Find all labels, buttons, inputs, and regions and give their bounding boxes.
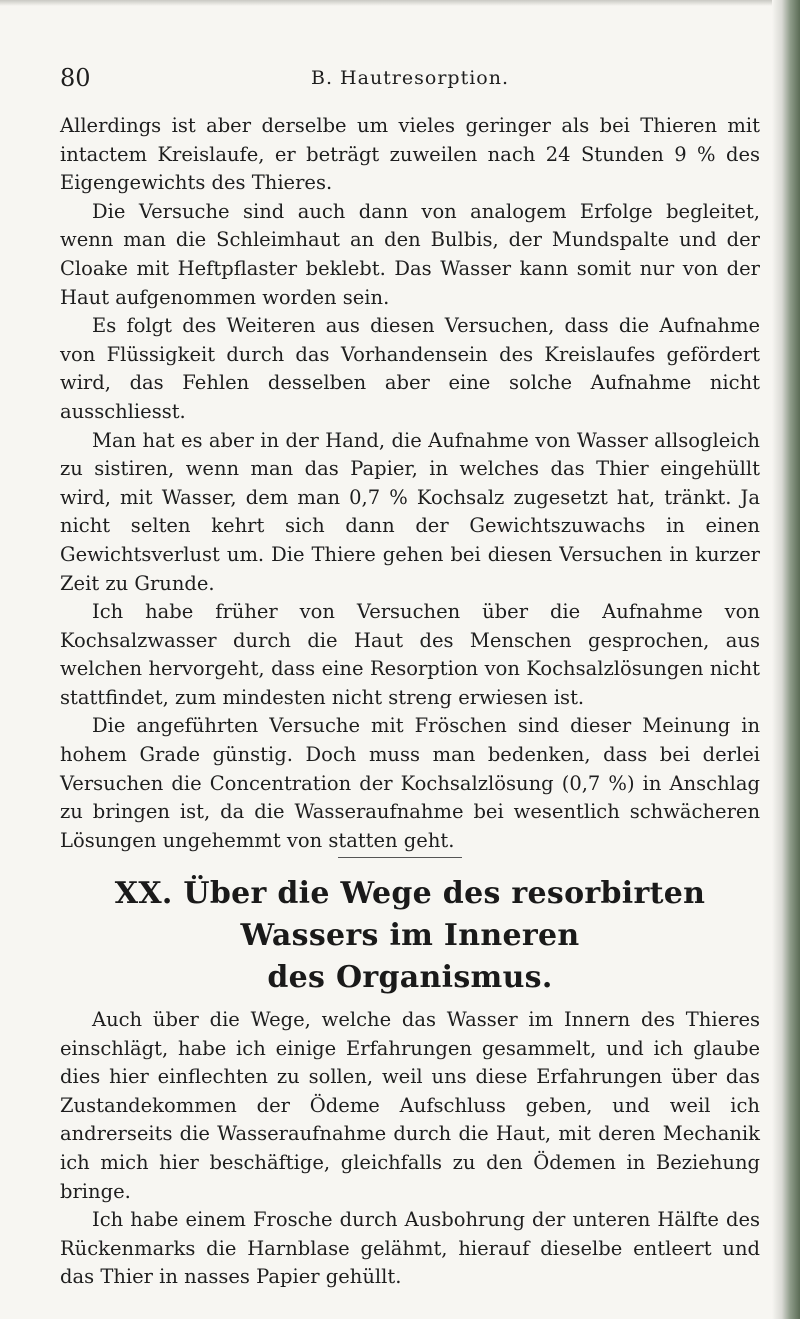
section-heading-line-1: XX. Über die Wege des resorbirten Wassers im Inneren bbox=[114, 876, 706, 953]
paragraph: Ich habe einem Frosche durch Ausbohrung der unteren Hälfte des Rückenmarks die Harnblase gelähmt, hierauf dieselbe entleert und das Thier in nasses Papier gehüllt. bbox=[60, 1208, 760, 1289]
paragraph: Es folgt des Weiteren aus diesen Versuchen, dass die Aufnahme von Flüssigkeit durch das Vorhandensein des Kreislaufes gefördert wird, das Fehlen desselben aber eine solche Aufnahme nicht ausschliesst. bbox=[60, 314, 760, 423]
section-heading bbox=[60, 873, 760, 999]
paragraph: Allerdings ist aber derselbe um vieles geringer als bei Thieren mit intactem Kreislaufe, er beträgt zuweilen nach 24 Stunden 9 % des Eigengewichts des Thieres. bbox=[60, 114, 760, 195]
section-heading-line-2: des Organismus. bbox=[267, 960, 553, 995]
running-head: B. Hautresorption. bbox=[311, 67, 509, 89]
body-text-top bbox=[60, 112, 760, 855]
paragraph: Die angeführten Versuche mit Fröschen sind dieser Meinung in hohem Grade günstig. Doch muss man bedenken, dass bei derlei Versuchen die Concentration der Kochsalzlösung (0,7 %) in Anschlag zu bringen ist, da die Wasseraufnahme bei wesentlich schwächeren Lösungen ungehemmt von statten geht. bbox=[60, 714, 760, 852]
paragraph: Man hat es aber in der Hand, die Aufnahme von Wasser allsogleich zu sistiren, wenn man das Papier, in welches das Thier eingehüllt wird, mit Wasser, dem man 0,7 % Kochsalz zugesetzt hat, tränkt. Ja nicht selten kehrt sich dann der Gewichtszuwachs in einen Gewichtsverlust um. Die Thiere gehen bei diesen Versuchen in kurzer Zeit zu Grunde. bbox=[60, 428, 760, 595]
paragraph: Auch über die Wege, welche das Wasser im Innern des Thieres einschlägt, habe ich einige Erfahrungen gesammelt, und ich glaube dies hier einflechten zu sollen, weil uns diese Erfahrungen über das Zustandekommen der Ödeme Aufschluss geben, und weil ich andrerseits die Wasseraufnahme durch die Haut, mit deren Mechanik ich mich hier beschäftige, gleichfalls zu den Ödemen in Beziehung bringe. bbox=[60, 1008, 760, 1203]
page-header bbox=[60, 60, 760, 96]
paragraph: Die Versuche sind auch dann von analogem Erfolge begleitet, wenn man die Schleimhaut an den Bulbis, der Mundspalte und der Cloake mit Heftpflaster beklebt. Das Wasser kann somit nur von der Haut aufgenommen worden sein. bbox=[60, 199, 760, 309]
scan-top-shadow bbox=[0, 0, 800, 6]
body-text-bottom bbox=[60, 1006, 760, 1292]
page-binding-edge bbox=[772, 0, 800, 1319]
paragraph: Ich habe früher von Versuchen über die Aufnahme von Kochsalzwasser durch die Haut des Menschen gesprochen, aus welchen hervorgeht, dass eine Resorption von Kochsalzlösungen nicht stattfindet, zum mindesten nicht streng erwiesen ist. bbox=[60, 600, 760, 709]
page-number: 80 bbox=[60, 64, 91, 92]
section-divider bbox=[338, 857, 462, 858]
